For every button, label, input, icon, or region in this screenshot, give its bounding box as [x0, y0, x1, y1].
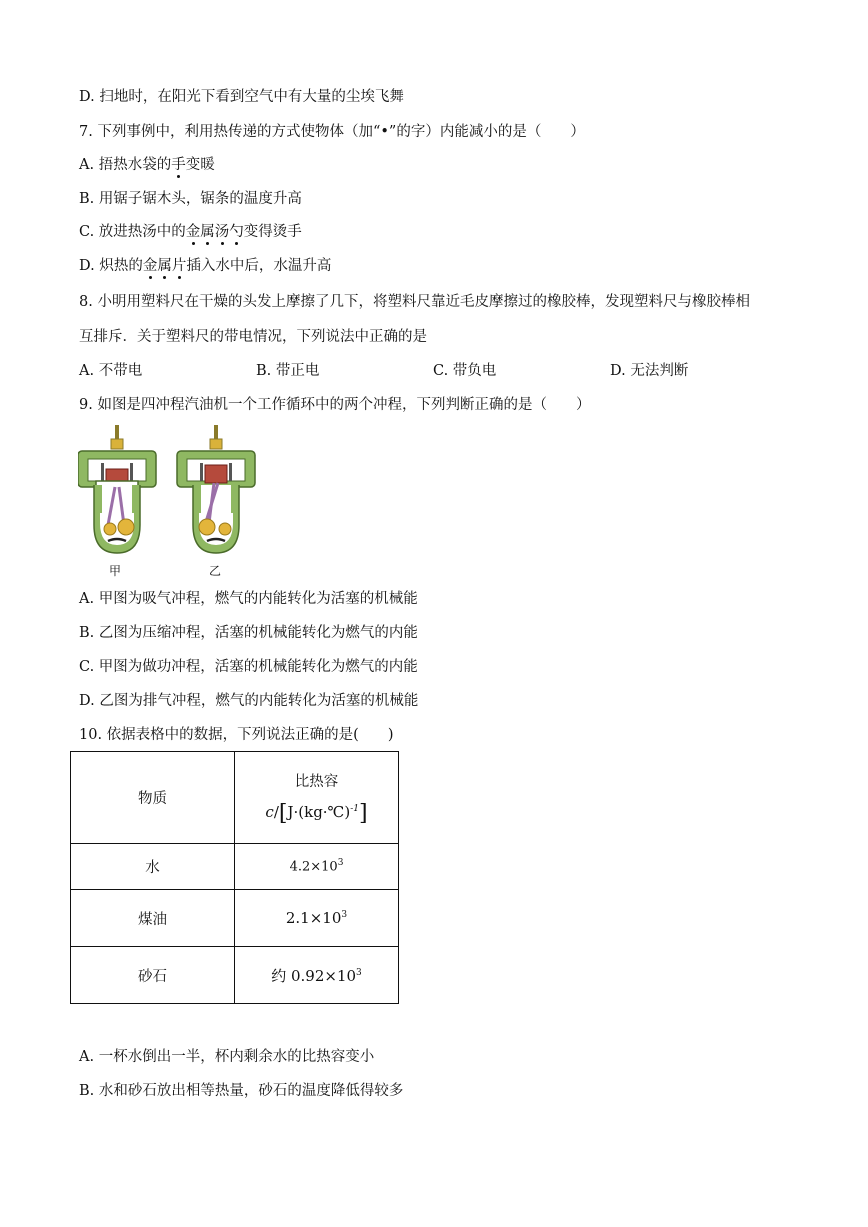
emphasis-dot-char: 勺 — [229, 224, 244, 240]
q7-stem: 7. 下列事例中，利用热传递的方式使物体（加“•”的字）内能减小的是（ ） — [79, 124, 585, 140]
value-cell: $2.1\times 10^3$ — [235, 890, 399, 947]
emphasis-dot-char: 属 — [200, 224, 215, 240]
emphasis-dot-text — [143, 258, 187, 274]
engine-strokes-figure — [78, 425, 258, 565]
q8-option-a: A. 不带电 — [79, 363, 143, 379]
q9-stem: 9. 如图是四冲程汽油机一个工作循环中的两个冲程，下列判断正确的是（ ） — [79, 397, 591, 413]
figure-label-jia: 甲 — [109, 564, 122, 578]
emphasis-dot-text: 手 — [171, 157, 186, 173]
emphasis-dot-char: 金 — [142, 258, 158, 274]
engine-diagram — [78, 425, 258, 561]
substance-cell: 砂石 — [71, 947, 235, 1004]
q10-option-b: B. 水和砂石放出相等热量，砂石的温度降低得较多 — [79, 1083, 404, 1099]
q8-option-d: D. 无法判断 — [610, 363, 689, 379]
value-cell: 约 $0.92\times 10^3$ — [235, 947, 399, 1004]
emphasis-dot-char: 片 — [171, 258, 187, 274]
table-row — [71, 947, 399, 1004]
q7-option-a: A. 捂热水袋的手变暖 — [79, 157, 215, 173]
emphasis-dot-char: 汤 — [214, 224, 230, 240]
substance-cell: 煤油 — [71, 890, 235, 947]
q10-option-a: A. 一杯水倒出一半，杯内剩余水的比热容变小 — [79, 1049, 375, 1065]
q10-stem: 10. 依据表格中的数据，下列说法正确的是( ) — [79, 727, 394, 743]
q7-option-c: C. 放进热汤中的金属汤勺变得烫手 — [79, 224, 302, 240]
q9-option-b: B. 乙图为压缩冲程，活塞的机械能转化为燃气的内能 — [79, 625, 418, 641]
substance-cell: 水 — [71, 844, 235, 890]
figure-label-yi: 乙 — [209, 564, 222, 578]
q8-option-c: C. 带负电 — [433, 363, 497, 379]
emphasis-dot-char: 金 — [185, 224, 201, 240]
emphasis-dot-text — [186, 224, 244, 240]
q9-option-d: D. 乙图为排气冲程，燃气的内能转化为活塞的机械能 — [79, 693, 419, 709]
q6-option-d: D. 扫地时，在阳光下看到空气中有大量的尘埃飞舞 — [79, 89, 404, 105]
q9-option-a: A. 甲图为吸气冲程，燃气的内能转化为活塞的机械能 — [79, 591, 418, 607]
specific-heat-table — [70, 751, 399, 1004]
header-specific-heat-title: 比热容 — [294, 773, 339, 790]
header-unit: c/[J·(kg·℃)$^{-1}$] — [265, 800, 368, 826]
table-header-row — [71, 752, 399, 844]
q7-option-b: B. 用锯子锯木头，锯条的温度升高 — [79, 191, 302, 207]
table-row — [71, 890, 399, 947]
emphasis-dot-char: 属 — [157, 258, 172, 274]
engine-yi — [177, 425, 255, 553]
q7-option-d: D. 炽热的金属片插入水中后，水温升高 — [79, 258, 332, 274]
header-substance: 物质 — [71, 752, 235, 844]
q8-stem-line2: 互排斥．关于塑料尺的带电情况，下列说法中正确的是 — [79, 329, 427, 345]
header-specific-heat — [235, 752, 399, 844]
engine-jia — [78, 425, 156, 553]
q8-stem-line1: 8. 小明用塑料尺在干燥的头发上摩擦了几下，将塑料尺靠近毛皮摩擦过的橡胶棒，发现塑料尺与橡胶棒相 — [79, 294, 750, 310]
q9-option-c: C. 甲图为做功冲程，活塞的机械能转化为燃气的内能 — [79, 659, 418, 675]
value-cell: $4.2\times 10^3$ — [235, 844, 399, 890]
q8-option-b: B. 带正电 — [256, 363, 320, 379]
table-row — [71, 844, 399, 890]
